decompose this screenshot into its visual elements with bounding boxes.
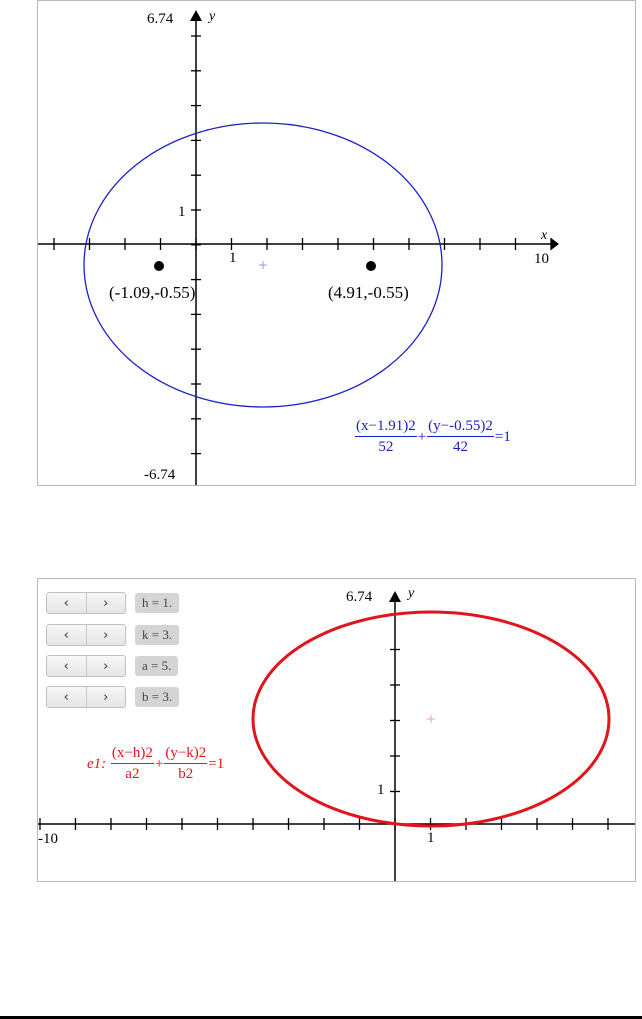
chevron-left-icon: ‹ bbox=[63, 595, 69, 611]
slider-h-decrement-button[interactable] bbox=[47, 593, 86, 613]
slider-a[interactable] bbox=[46, 656, 178, 676]
focus-point-left[interactable] bbox=[154, 261, 164, 271]
equation-plus: + bbox=[417, 428, 427, 445]
slider-a-decrement-button[interactable] bbox=[47, 656, 86, 676]
equation-plus: + bbox=[154, 755, 164, 772]
y-unit-label: 1 bbox=[377, 782, 385, 798]
equation-denominator-y: 42 bbox=[453, 439, 469, 455]
y-axis-name: y bbox=[408, 586, 415, 601]
slider-k-value[interactable]: k = 3. bbox=[135, 625, 179, 645]
x-unit-label: 1 bbox=[229, 250, 237, 266]
slider-h-increment-button[interactable] bbox=[86, 593, 126, 613]
y-min-label: -6.74 bbox=[144, 467, 176, 483]
equation-term-x bbox=[111, 745, 154, 783]
y-max-label: 6.74 bbox=[346, 589, 373, 605]
slider-b-increment-button[interactable] bbox=[86, 687, 126, 707]
slider-k-stepper[interactable] bbox=[46, 624, 126, 646]
bottom-graph-panel[interactable] bbox=[37, 578, 636, 882]
equation-rhs: =1 bbox=[494, 428, 511, 445]
slider-k-decrement-button[interactable] bbox=[47, 625, 86, 645]
chevron-left-icon: ‹ bbox=[63, 658, 69, 674]
equation-term-y bbox=[164, 745, 207, 783]
chevron-right-icon: › bbox=[103, 595, 109, 611]
x-unit-label: 1 bbox=[427, 830, 435, 846]
equation-term-x bbox=[355, 418, 417, 456]
y-unit-label: 1 bbox=[178, 204, 186, 220]
equation-numerator-x: (x−1.91)2 bbox=[355, 418, 417, 437]
equation-numerator-y: (y−-0.55)2 bbox=[427, 418, 494, 437]
equation-denominator-x: 52 bbox=[378, 439, 394, 455]
slider-b-decrement-button[interactable] bbox=[47, 687, 86, 707]
y-max-label: 6.74 bbox=[147, 11, 174, 27]
top-graph-panel[interactable] bbox=[37, 0, 636, 486]
x-max-label: 10 bbox=[534, 251, 549, 267]
slider-b-stepper[interactable] bbox=[46, 686, 126, 708]
focus-point-right-label: (4.91,-0.55) bbox=[328, 283, 409, 302]
ellipse-equation[interactable] bbox=[86, 745, 225, 783]
x-min-label: -10 bbox=[38, 831, 58, 847]
equation-numerator-x: (x−h)2 bbox=[111, 745, 154, 764]
slider-k-increment-button[interactable] bbox=[86, 625, 126, 645]
focus-point-right[interactable] bbox=[366, 261, 376, 271]
center-marker-icon bbox=[427, 715, 435, 723]
slider-b-value[interactable]: b = 3. bbox=[135, 687, 179, 707]
y-axis-name: y bbox=[209, 9, 216, 24]
chevron-right-icon: › bbox=[103, 658, 109, 674]
y-axis-arrow-icon bbox=[389, 591, 401, 602]
top-graph-canvas[interactable] bbox=[38, 1, 635, 485]
chevron-left-icon: ‹ bbox=[63, 627, 69, 643]
equation-denominator-y: b2 bbox=[178, 766, 194, 782]
y-axis-arrow-icon bbox=[190, 10, 202, 21]
slider-b[interactable] bbox=[46, 687, 179, 707]
equation-numerator-y: (y−k)2 bbox=[164, 745, 207, 764]
chevron-left-icon: ‹ bbox=[63, 689, 69, 705]
center-marker-icon bbox=[259, 261, 267, 269]
slider-h-value[interactable]: h = 1. bbox=[135, 593, 179, 613]
chevron-right-icon: › bbox=[103, 627, 109, 643]
focus-point-left-label: (-1.09,-0.55) bbox=[109, 283, 196, 302]
slider-h[interactable] bbox=[46, 593, 179, 613]
equation-term-y bbox=[427, 418, 494, 456]
equation-denominator-x: a2 bbox=[125, 766, 140, 782]
x-axis-name: x bbox=[541, 228, 548, 243]
slider-a-value[interactable]: a = 5. bbox=[135, 656, 178, 676]
equation-rhs: =1 bbox=[208, 755, 225, 772]
equation-prefix: e1: bbox=[87, 755, 107, 772]
slider-a-increment-button[interactable] bbox=[86, 656, 126, 676]
slider-k[interactable] bbox=[46, 625, 179, 645]
ellipse-equation[interactable] bbox=[355, 418, 512, 456]
slider-h-stepper[interactable] bbox=[46, 592, 126, 614]
chevron-right-icon: › bbox=[103, 689, 109, 705]
x-axis-arrow-icon bbox=[551, 238, 559, 250]
slider-a-stepper[interactable] bbox=[46, 655, 126, 677]
